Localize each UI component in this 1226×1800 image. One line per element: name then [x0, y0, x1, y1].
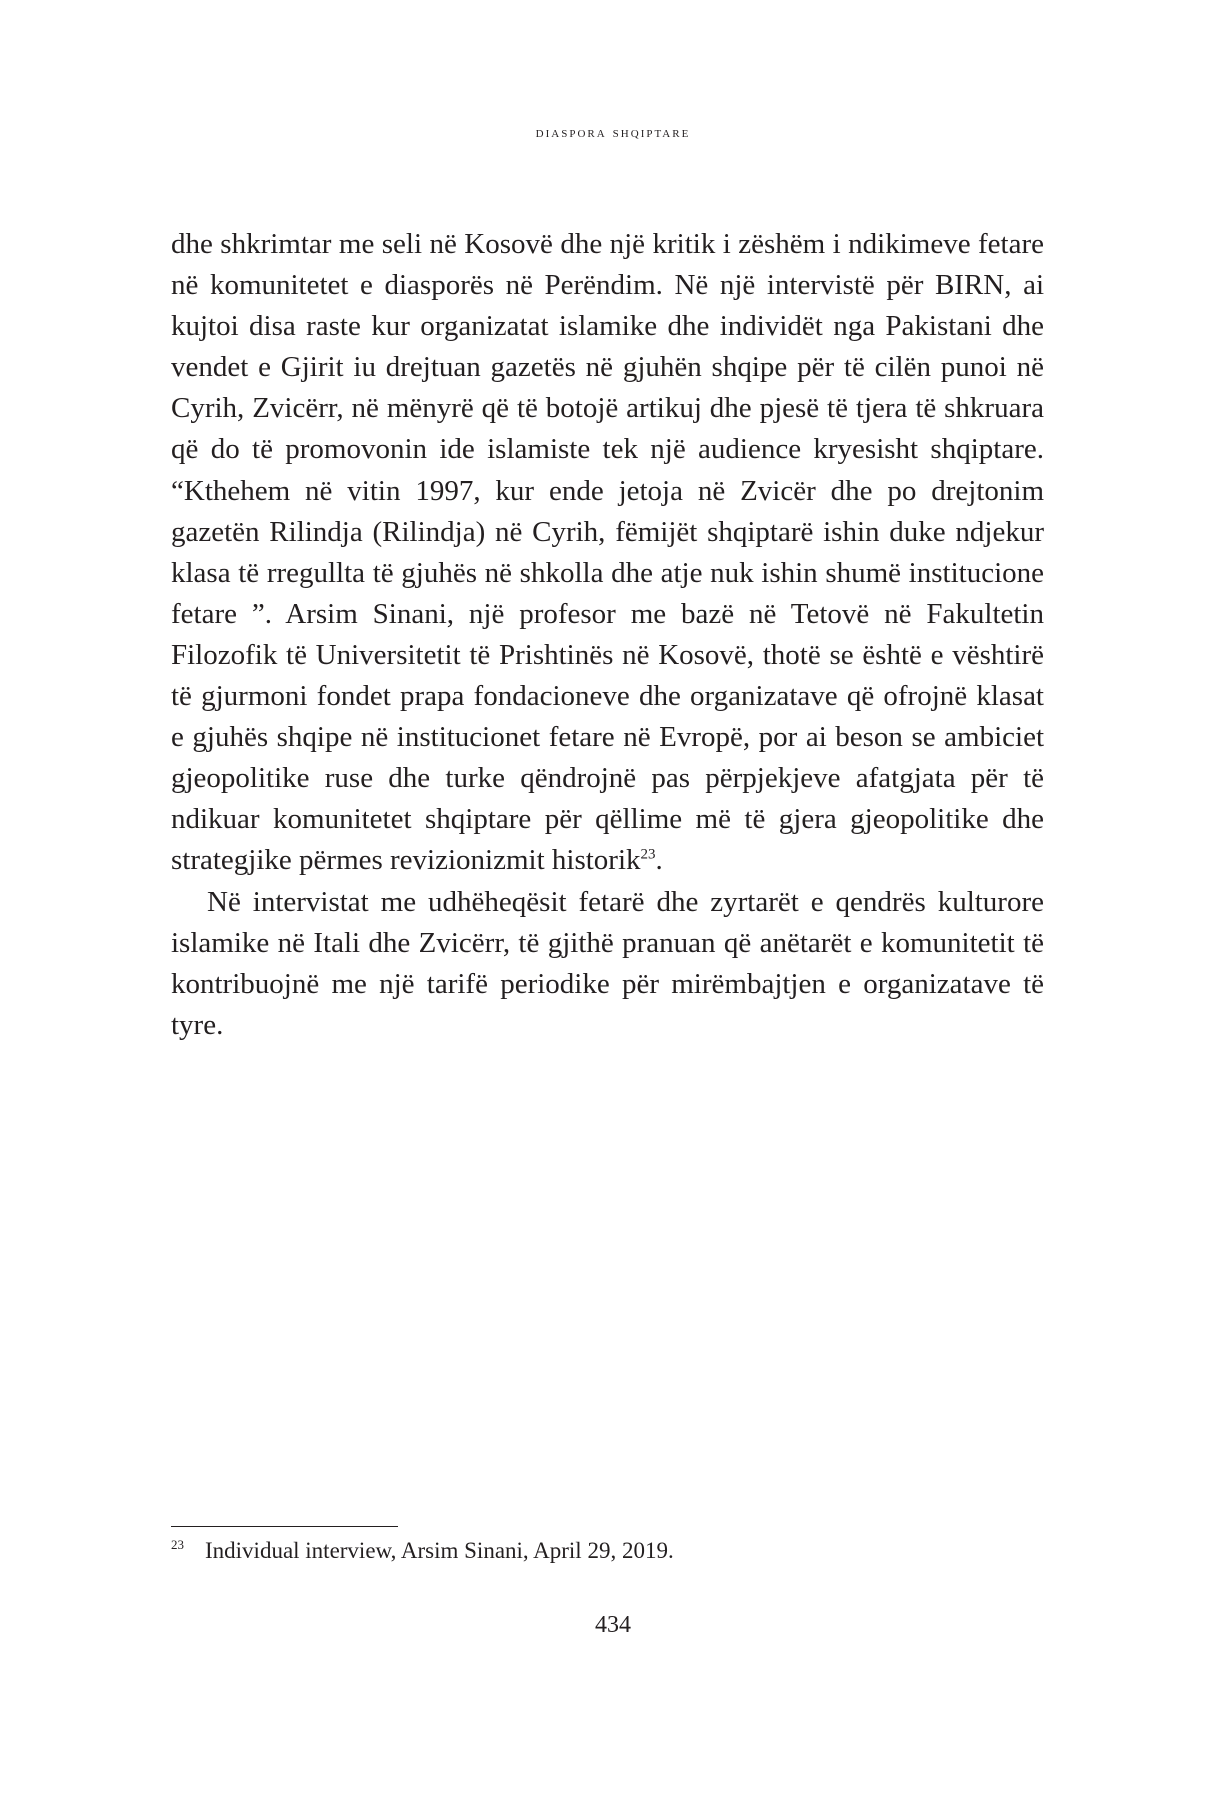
footnote-divider — [171, 1526, 398, 1527]
page-number: 434 — [595, 1612, 631, 1638]
running-head: diaspora shqiptare — [535, 124, 691, 141]
paragraph-2: Në intervistat me udhëheqësit fetarë dhe zyrtarët e qendrës kulturore islamike në Itali dhe Zvicërr, të gjithë pranuan që anëtarët e komunitetit të kontribuojnë me një tarifë periodike për mirëmbajtjen e organizatave të tyre. — [171, 885, 1044, 1041]
footnote-reference-23[interactable]: 23 — [640, 846, 656, 863]
paragraph-1-end: . — [655, 844, 663, 877]
footnote-23 — [171, 1536, 1044, 1566]
body-text — [171, 224, 1044, 1046]
paragraph-1 — [171, 224, 1044, 882]
footnote-number: 23 — [171, 1537, 184, 1552]
footnote-text: Individual interview, Arsim Sinani, April 29, 2019. — [205, 1538, 674, 1563]
paragraph-1-text: dhe shkrimtar me seli në Kosovë dhe një kritik i zëshëm i ndikimeve fetare në komunitetet e diasporës në Perëndim. Në një intervistë për BIRN, ai kujtoi disa raste kur organizatat islamike dhe individët nga Pakistani dhe vendet e Gjirit iu drejtuan gazetës në gjuhën shqipe për të cilën punoi në Cyrih, Zvicërr, në mënyrë që të botojë artikuj dhe pjesë të tjera të shkruara që do të promovonin ide islamiste tek një audience kryesisht shqiptare. “Kthehem në vitin 1997, kur ende jetoja në Zvicër dhe po drejtonim gazetën Rilindja (Rilindja) në Cyrih, fëmijët shqiptarë ishin duke ndjekur klasa të rregullta të gjuhës në shkolla dhe atje nuk ishin shumë institucione fetare ”. Arsim Sinani, një profesor me bazë në Tetovë në Fakultetin Filozofik të Universitetit të Prishtinës në Kosovë, thotë se është e vështirë të gjurmoni fondet prapa fondacioneve dhe organizatave që ofrojnë klasat e gjuhës shqipe në institucionet fetare në Evropë, por ai beson se ambiciet gjeopolitike ruse dhe turke qëndrojnë pas përpjekjeve afatgjata për të ndikuar komunitetet shqiptare për qëllime më të gjera gjeopolitike dhe strategjike përmes revizionizmit historik — [171, 228, 1044, 877]
